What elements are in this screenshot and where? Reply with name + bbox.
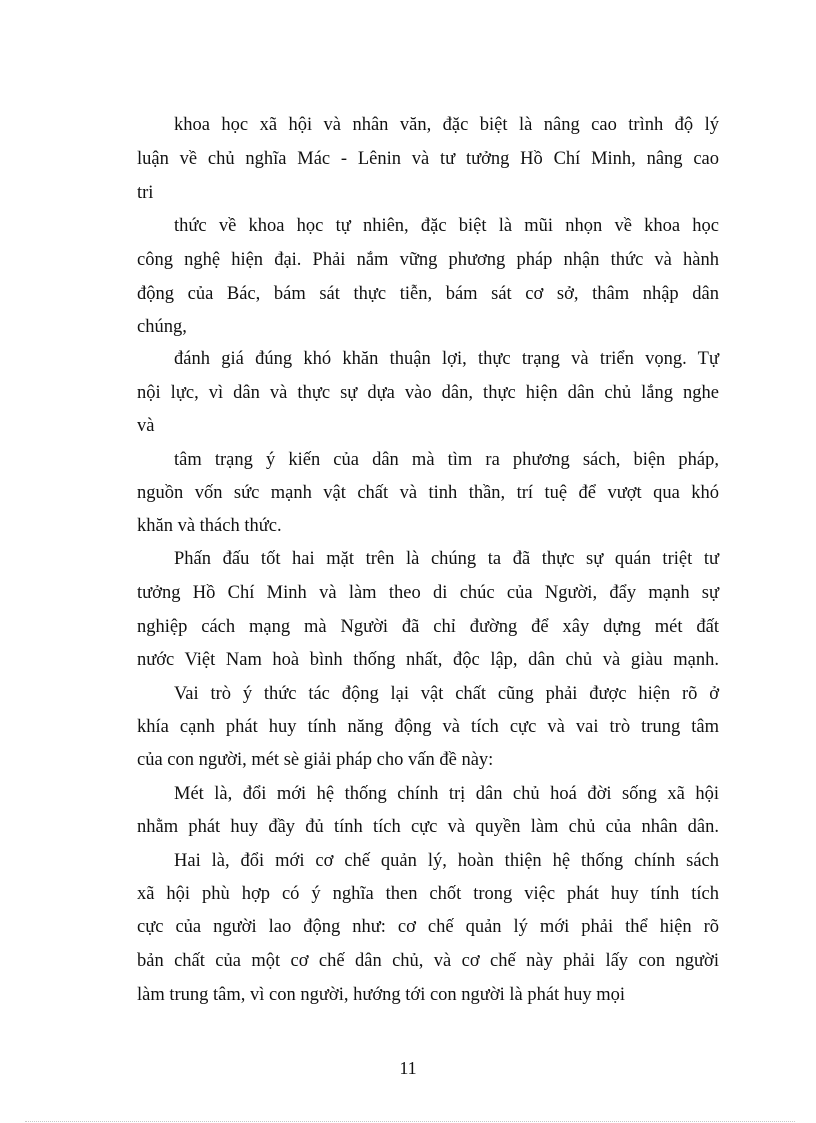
- text-line: luận về chủ nghĩa Mác - Lênin và tư tưởng Hồ Chí Minh, nâng cao: [137, 149, 719, 169]
- text-line: và: [137, 416, 155, 436]
- text-line: nhằm phát huy đầy đủ tính tích cực và quyền làm chủ của nhân dân.: [137, 817, 719, 837]
- text-line: nội lực, vì dân và thực sự dựa vào dân, thực hiện dân chủ lắng nghe: [137, 383, 719, 403]
- text-line: thức về khoa học tự nhiên, đặc biệt là mũi nhọn về khoa học: [174, 216, 719, 236]
- page-bottom-divider: [25, 1121, 795, 1122]
- text-line: cực của người lao động như: cơ chế quản lý mới phải thể hiện rõ: [137, 917, 719, 937]
- text-line: tâm trạng ý kiến của dân mà tìm ra phương sách, biện pháp,: [174, 450, 719, 470]
- text-line: công nghệ hiện đại. Phải nắm vững phương pháp nhận thức và hành: [137, 250, 719, 270]
- text-line: động của Bác, bám sát thực tiễn, bám sát cơ sở, thâm nhập dân: [137, 284, 719, 304]
- text-line: khía cạnh phát huy tính năng động và tích cực và vai trò trung tâm: [137, 717, 719, 737]
- text-line: xã hội phù hợp có ý nghĩa then chốt trong việc phát huy tính tích: [137, 884, 719, 904]
- text-line: làm trung tâm, vì con người, hướng tới con người là phát huy mọi: [137, 985, 625, 1005]
- text-line: tri: [137, 183, 154, 203]
- text-line: Hai là, đổi mới cơ chế quản lý, hoàn thiện hệ thống chính sách: [174, 851, 719, 871]
- text-line: Mét là, đổi mới hệ thống chính trị dân chủ hoá đời sống xã hội: [174, 784, 719, 804]
- text-line: nghiệp cách mạng mà Người đã chỉ đường để xây dựng mét đất: [137, 617, 719, 637]
- text-line: Phấn đấu tốt hai mặt trên là chúng ta đã thực sự quán triệt tư: [174, 549, 719, 569]
- text-line: Vai trò ý thức tác động lại vật chất cũng phải được hiện rõ ở: [174, 684, 719, 704]
- text-line: khăn và thách thức.: [137, 516, 282, 536]
- text-line: bản chất của một cơ chế dân chủ, và cơ chế này phải lấy con người: [137, 951, 719, 971]
- text-line: nước Việt Nam hoà bình thống nhất, độc lập, dân chủ và giàu mạnh.: [137, 650, 719, 670]
- text-line: khoa học xã hội và nhân văn, đặc biệt là nâng cao trình độ lý: [174, 115, 719, 135]
- text-line: tưởng Hồ Chí Minh và làm theo di chúc của Người, đẩy mạnh sự: [137, 583, 719, 603]
- page-number: 11: [399, 1058, 417, 1078]
- text-line: đánh giá đúng khó khăn thuận lợi, thực trạng và triển vọng. Tự: [174, 349, 719, 369]
- text-line: của con người, mét sè giải pháp cho vấn đề này:: [137, 750, 494, 770]
- text-line: nguồn vốn sức mạnh vật chất và tinh thần, trí tuệ để vượt qua khó: [137, 483, 719, 503]
- text-line: chúng,: [137, 317, 187, 337]
